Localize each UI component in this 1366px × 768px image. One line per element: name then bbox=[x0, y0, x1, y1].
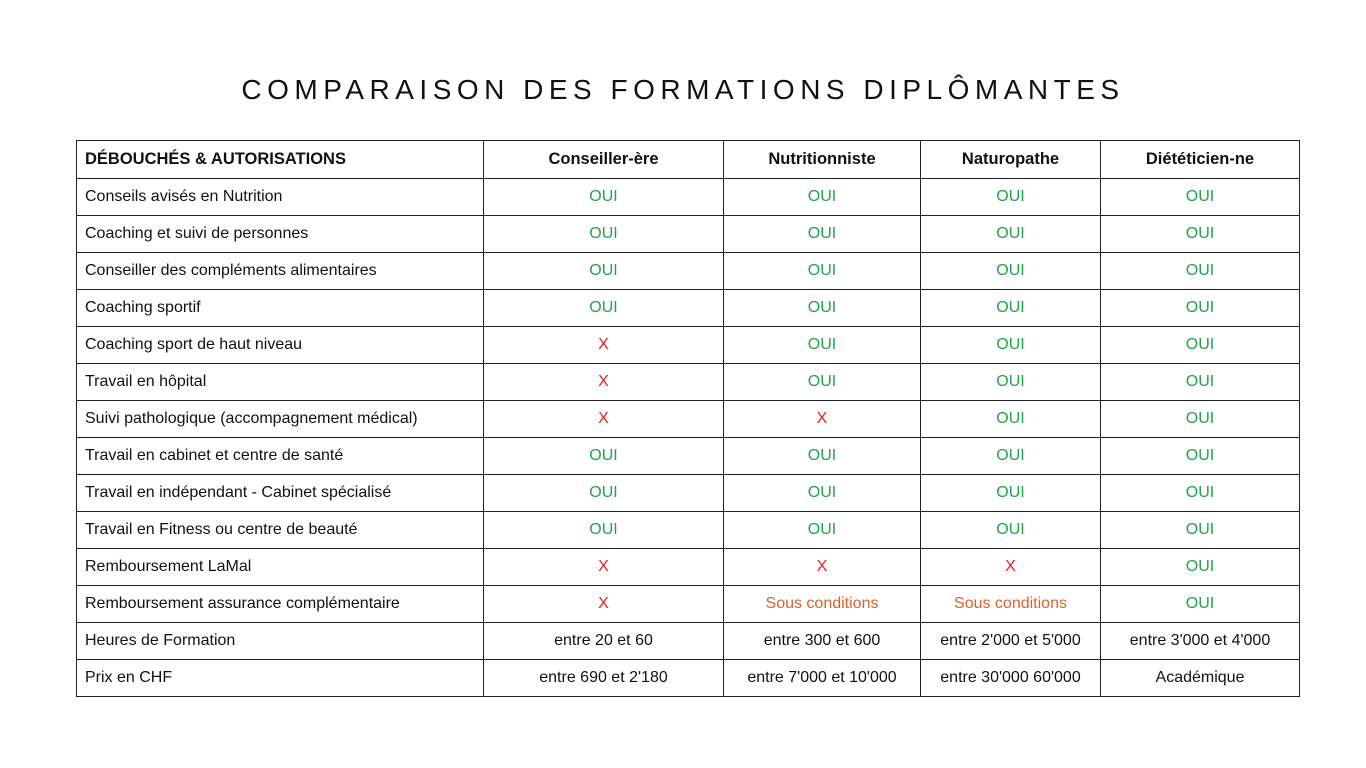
table-cell: X bbox=[484, 586, 724, 623]
table-cell: OUI bbox=[1101, 290, 1300, 327]
table-row bbox=[77, 623, 1300, 660]
row-label: Coaching sportif bbox=[77, 290, 484, 327]
table-cell: OUI bbox=[484, 179, 724, 216]
table-cell: X bbox=[724, 401, 921, 438]
row-label: Heures de Formation bbox=[77, 623, 484, 660]
table-row bbox=[77, 401, 1300, 438]
table-row bbox=[77, 660, 1300, 697]
table-cell: OUI bbox=[484, 290, 724, 327]
table-cell: OUI bbox=[484, 438, 724, 475]
row-label: Travail en Fitness ou centre de beauté bbox=[77, 512, 484, 549]
row-label: Coaching sport de haut niveau bbox=[77, 327, 484, 364]
table-cell: OUI bbox=[921, 438, 1101, 475]
table-cell: entre 300 et 600 bbox=[724, 623, 921, 660]
table-cell: entre 690 et 2'180 bbox=[484, 660, 724, 697]
row-label: Conseiller des compléments alimentaires bbox=[77, 253, 484, 290]
table-cell: OUI bbox=[1101, 327, 1300, 364]
row-label: Travail en indépendant - Cabinet spécialisé bbox=[77, 475, 484, 512]
row-label: Suivi pathologique (accompagnement médical) bbox=[77, 401, 484, 438]
table-cell: OUI bbox=[921, 216, 1101, 253]
table-row bbox=[77, 586, 1300, 623]
row-label: Prix en CHF bbox=[77, 660, 484, 697]
table-row bbox=[77, 438, 1300, 475]
table-header-row bbox=[77, 141, 1300, 179]
table-cell: X bbox=[484, 401, 724, 438]
column-header-dieteticien: Diététicien-ne bbox=[1101, 141, 1300, 179]
table-cell: OUI bbox=[724, 179, 921, 216]
table-cell: OUI bbox=[921, 401, 1101, 438]
table-cell: OUI bbox=[1101, 179, 1300, 216]
table-cell: entre 7'000 et 10'000 bbox=[724, 660, 921, 697]
comparison-table bbox=[76, 140, 1300, 697]
table-cell: entre 2'000 et 5'000 bbox=[921, 623, 1101, 660]
table-cell: OUI bbox=[724, 512, 921, 549]
table-cell: X bbox=[484, 364, 724, 401]
row-label: Conseils avisés en Nutrition bbox=[77, 179, 484, 216]
table-cell: OUI bbox=[724, 253, 921, 290]
table-cell: OUI bbox=[921, 253, 1101, 290]
column-header-nutritionniste: Nutritionniste bbox=[724, 141, 921, 179]
table-cell: entre 3'000 et 4'000 bbox=[1101, 623, 1300, 660]
table-cell: Sous conditions bbox=[921, 586, 1101, 623]
table-cell: OUI bbox=[1101, 586, 1300, 623]
table-row bbox=[77, 475, 1300, 512]
table-cell: OUI bbox=[1101, 401, 1300, 438]
table-cell: X bbox=[484, 549, 724, 586]
table-cell: OUI bbox=[921, 179, 1101, 216]
row-label: Coaching et suivi de personnes bbox=[77, 216, 484, 253]
table-body bbox=[77, 179, 1300, 697]
column-header-conseiller: Conseiller-ère bbox=[484, 141, 724, 179]
table-cell: OUI bbox=[1101, 549, 1300, 586]
table-cell: OUI bbox=[724, 327, 921, 364]
row-label: Remboursement assurance complémentaire bbox=[77, 586, 484, 623]
table-cell: entre 30'000 60'000 bbox=[921, 660, 1101, 697]
table-row bbox=[77, 290, 1300, 327]
row-label: Remboursement LaMal bbox=[77, 549, 484, 586]
table-cell: OUI bbox=[921, 290, 1101, 327]
table-cell: OUI bbox=[1101, 253, 1300, 290]
table-cell: OUI bbox=[1101, 438, 1300, 475]
table-cell: OUI bbox=[921, 475, 1101, 512]
table-cell: OUI bbox=[724, 438, 921, 475]
table-row bbox=[77, 179, 1300, 216]
table-cell: Sous conditions bbox=[724, 586, 921, 623]
table-cell: OUI bbox=[921, 512, 1101, 549]
table-cell: OUI bbox=[921, 364, 1101, 401]
table-cell: OUI bbox=[724, 216, 921, 253]
table-cell: OUI bbox=[1101, 216, 1300, 253]
table-row bbox=[77, 512, 1300, 549]
table-row bbox=[77, 364, 1300, 401]
table-cell: OUI bbox=[484, 253, 724, 290]
table-cell: OUI bbox=[1101, 512, 1300, 549]
table-cell: OUI bbox=[724, 364, 921, 401]
table-cell: OUI bbox=[484, 216, 724, 253]
table-cell: X bbox=[724, 549, 921, 586]
table-cell: OUI bbox=[1101, 364, 1300, 401]
table-cell: OUI bbox=[484, 475, 724, 512]
column-header-debouches: DÉBOUCHÉS & AUTORISATIONS bbox=[77, 141, 484, 179]
row-label: Travail en cabinet et centre de santé bbox=[77, 438, 484, 475]
table-cell: OUI bbox=[484, 512, 724, 549]
table-cell: OUI bbox=[1101, 475, 1300, 512]
table-row bbox=[77, 327, 1300, 364]
page-title: COMPARAISON DES FORMATIONS DIPLÔMANTES bbox=[241, 74, 1125, 105]
table-cell: OUI bbox=[921, 327, 1101, 364]
table-cell: OUI bbox=[724, 475, 921, 512]
table-row bbox=[77, 253, 1300, 290]
row-label: Travail en hôpital bbox=[77, 364, 484, 401]
table-row bbox=[77, 216, 1300, 253]
column-header-naturopathe: Naturopathe bbox=[921, 141, 1101, 179]
table-cell: OUI bbox=[724, 290, 921, 327]
table-row bbox=[77, 549, 1300, 586]
table-cell: Académique bbox=[1101, 660, 1300, 697]
table-cell: entre 20 et 60 bbox=[484, 623, 724, 660]
table-cell: X bbox=[921, 549, 1101, 586]
table-cell: X bbox=[484, 327, 724, 364]
